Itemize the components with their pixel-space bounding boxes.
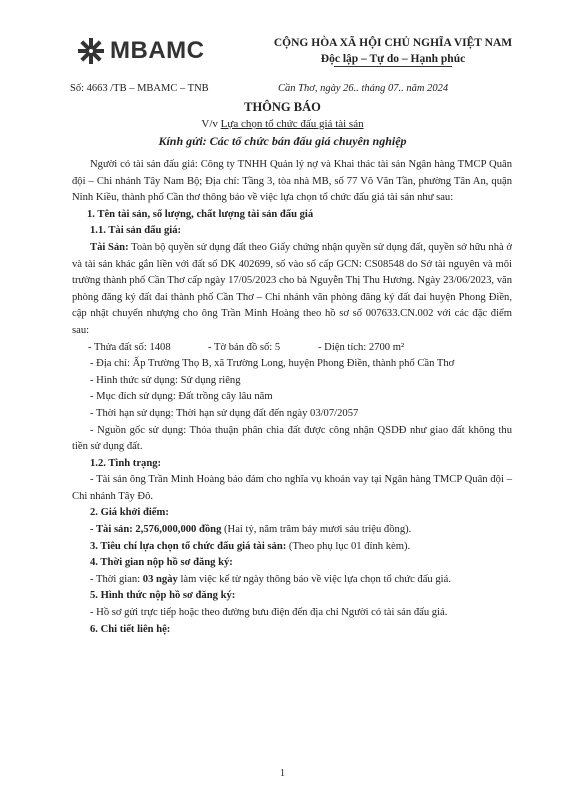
section-5-heading: 5. Hình thức nộp hồ sơ đăng ký:	[90, 590, 236, 602]
use-purpose: - Mục đích sử dụng: Đất trồng cây lâu năm	[90, 391, 273, 403]
parcel-specs	[72, 340, 512, 357]
parcel-area: - Diện tích: 2700 m²	[318, 341, 405, 353]
document-number: Số: 4663 /TB – MBAMC – TNB	[70, 83, 209, 94]
submission-time-prefix: - Thời gian:	[90, 573, 143, 585]
intro-paragraph: Người có tài sản đấu giá: Công ty TNHH Quản lý nợ và Khai thác tài sản Ngân hàng TMCP Quân đội – Chi nhánh Tây Nam Bộ; Địa chỉ: Tầng 3, tòa nhà MB, số 77 Võ Văn Tần, phường Tân An, quận Ninh Kiều, thành phố Cần thơ thông báo về việc lựa chọn tổ chức đấu giá tài sản như sau:	[72, 159, 512, 204]
section-2-heading: 2. Giá khởi điểm:	[90, 507, 169, 519]
parcel-number: - Thửa đất số: 1408	[88, 341, 171, 353]
company-logo	[76, 36, 204, 66]
section-1-2-heading: 1.2. Tình trạng:	[90, 457, 162, 469]
document-body	[72, 157, 512, 638]
submission-method: - Hồ sơ gửi trực tiếp hoặc theo đường bưu điện đến địa chỉ Người có tài sản đấu giá.	[90, 607, 448, 619]
recipient-line: Kính gửi: Các tổ chức bán đấu giá chuyên nghiệp	[158, 134, 407, 148]
submission-time-suffix: làm việc kể từ ngày thông báo về việc lựa chọn tổ chức đấu giá.	[177, 573, 451, 585]
use-term: - Thời hạn sử dụng: Thời hạn sử dụng đất đến ngày 03/07/2057	[90, 407, 359, 419]
asset-address: - Địa chỉ: Ấp Trường Thọ B, xã Trường Long, huyện Phong Điền, thành phố Cần Thơ	[90, 358, 455, 370]
starting-price-value: - Tài sản: 2,576,000,000 đồng	[90, 524, 222, 536]
submission-time	[72, 572, 512, 589]
country-name: CỘNG HÒA XÃ HỘI CHỦ NGHĨA VIỆT NAM	[273, 37, 513, 49]
asset-description	[72, 240, 512, 340]
starting-price	[72, 522, 512, 539]
logo-wordmark: MBAMC	[110, 37, 205, 64]
section-1-1-heading: 1.1. Tài sản đấu giá:	[90, 225, 182, 237]
section-1-heading: 1. Tên tài sản, số lượng, chất lượng tài sản đấu giá	[87, 208, 314, 220]
mbamc-star-icon	[76, 36, 106, 66]
use-form: - Hình thức sử dụng: Sử dụng riêng	[90, 374, 241, 386]
asset-text: Toàn bộ quyền sử dụng đất theo Giấy chứng nhận quyền sử dụng đất, quyền sở hữu nhà ở và tài sản khác gắn liền với đất số DK 402699, số vào sổ cấp GCN: CS08548 do Sở tài nguyên và môi trường thành phố Cần Thơ cấp ngày 17/05/2023 cho bà Nguyễn Thị Thu Hương. Ngày 23/06/2023, văn phòng đăng ký đất đai thành phố Cần Thơ – Chi nhánh văn phòng đăng ký đất đai huyện Phong Điền, cập nhật chuyển nhượng cho ông Trần Minh Hoàng theo hồ sơ số 007633.CN.002 với các đặc điểm sau:	[72, 241, 512, 336]
motto-underline	[334, 66, 452, 67]
status-text: - Tài sản ông Trần Minh Hoàng bảo đảm cho nghĩa vụ khoản vay tại Ngân hàng TMCP Quân đội – Chi nhánh Tây Đô.	[72, 474, 512, 502]
section-3-heading: 3. Tiêu chí lựa chọn tổ chức đấu giá tài sản:	[90, 540, 287, 552]
subject-prefix: V/v	[201, 118, 221, 130]
use-origin: - Nguồn gốc sử dụng: Thỏa thuận phân chia đất được công nhận QSDĐ như giao đất không thu tiền sử dụng đất.	[72, 424, 512, 453]
map-sheet-number: - Tờ bản đồ số: 5	[208, 341, 281, 353]
subject-text: Lựa chọn tổ chức đấu giá tài sản	[220, 118, 364, 130]
section-3	[90, 539, 512, 556]
section-4-heading: 4. Thời gian nộp hồ sơ đăng ký:	[90, 557, 233, 569]
page-number: 1	[280, 768, 285, 779]
section-3-note: (Theo phụ lục 01 đính kèm).	[286, 540, 411, 552]
national-motto: Độc lập – Tự do – Hạnh phúc	[320, 53, 466, 65]
starting-price-words: (Hai tỷ, năm trăm bảy mươi sáu triệu đồng).	[221, 524, 412, 536]
document-subject	[0, 118, 565, 130]
section-6-heading: 6. Chi tiết liên hệ:	[90, 623, 171, 635]
document-title: THÔNG BÁO	[244, 100, 321, 114]
date-line: Cần Thơ, ngày 26.. tháng 07.. năm 2024	[278, 83, 449, 94]
national-header	[258, 37, 528, 67]
asset-label: Tài Sản:	[90, 241, 129, 253]
submission-days: 03 ngày	[142, 573, 178, 585]
